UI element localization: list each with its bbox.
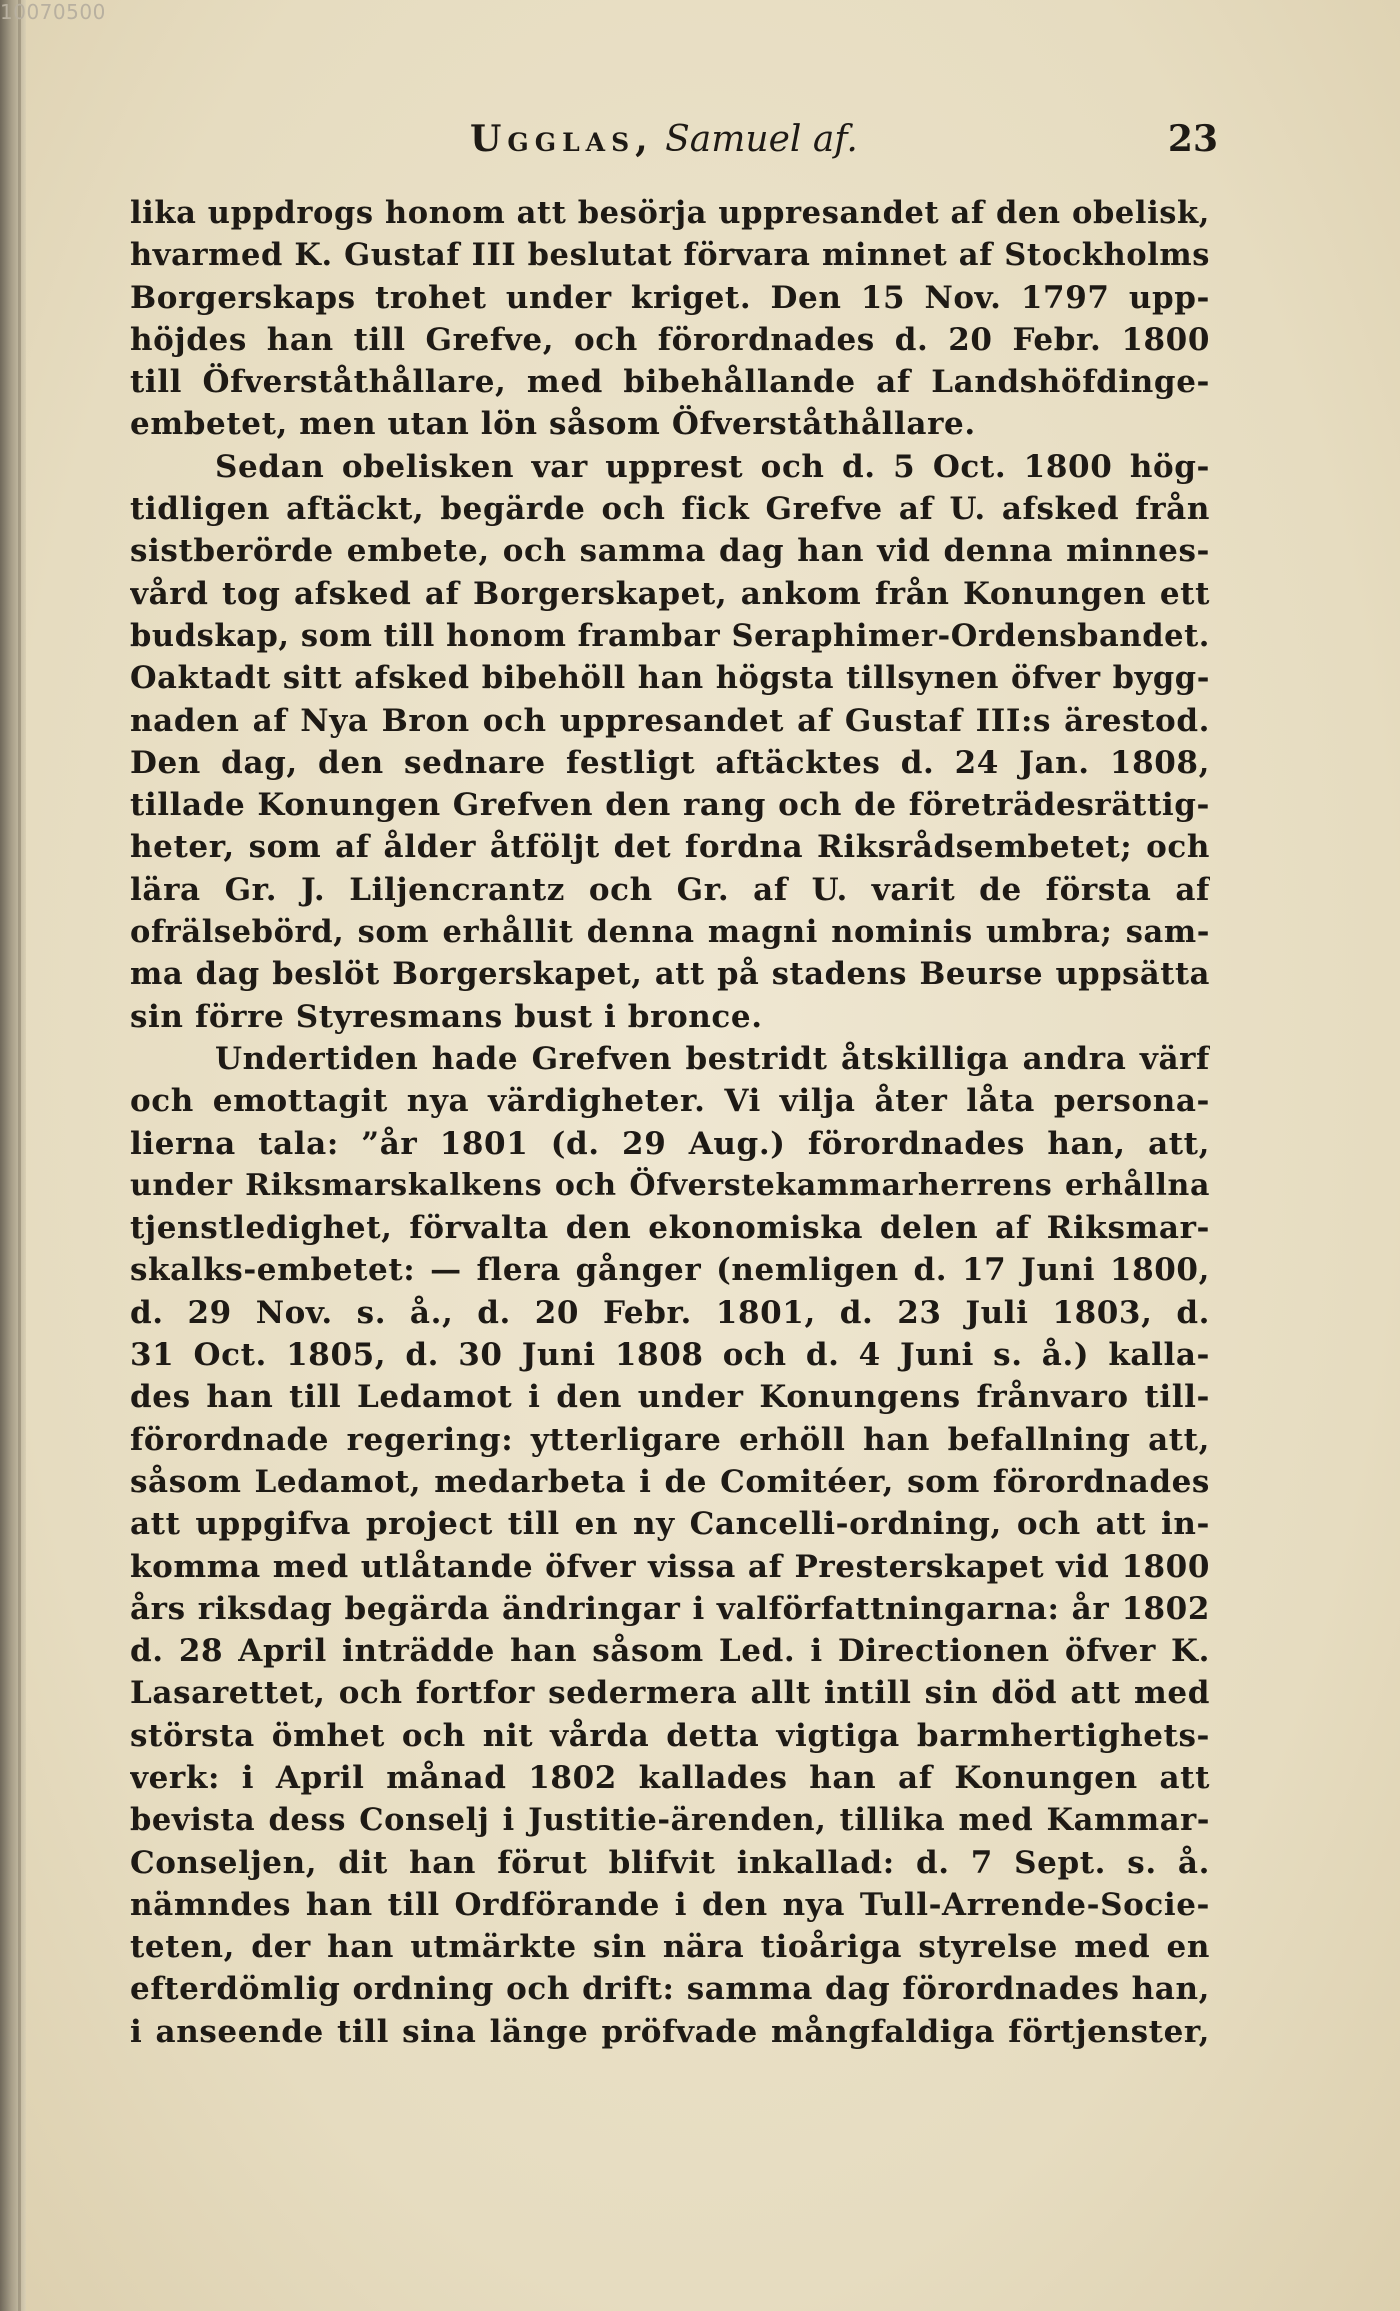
text-line: embetet, men utan lön såsom Öfverståthållare. bbox=[130, 406, 976, 443]
text-line: d. 28 April inträdde han såsom Led. i Directionen öfver K. bbox=[130, 1633, 1210, 1670]
text-line: verk: i April månad 1802 kallades han af Konungen att bbox=[130, 1759, 1210, 1796]
body-text bbox=[130, 192, 1210, 2053]
text-line: Borgerskaps trohet under kriget. Den 15 Nov. 1797 upp- bbox=[130, 279, 1210, 316]
text-line: heter, som af ålder åtföljt det fordna Riksrådsembetet; och bbox=[130, 829, 1210, 866]
text-line: lika uppdrogs honom att besörja uppresandet af den obelisk, bbox=[130, 195, 1210, 231]
text-line: under Riksmarskalkens och Öfverstekammarherrens erhållna bbox=[130, 1167, 1210, 1203]
text-line: 31 Oct. 1805, d. 30 Juni 1808 och d. 4 Juni s. å.) kalla- bbox=[130, 1337, 1210, 1374]
text-line: nämndes han till Ordförande i den nya Tull-Arrende-Socie- bbox=[130, 1886, 1210, 1923]
text-line: Undertiden hade Grefven bestridt åtskilliga andra värf bbox=[215, 1040, 1210, 1077]
running-head-given-name: Samuel af. bbox=[665, 119, 858, 160]
binding-gutter bbox=[0, 0, 26, 2311]
scan-id: 10070500 bbox=[0, 0, 106, 24]
text-line: teten, der han utmärkte sin nära tioåriga styrelse med en bbox=[130, 1929, 1210, 1966]
text-line: i anseende till sina länge pröfvade mångfaldiga förtjenster, bbox=[130, 2013, 1210, 2050]
text-line: naden af Nya Bron och uppresandet af Gustaf III:s ärestod. bbox=[130, 702, 1210, 739]
text-line: tjenstledighet, förvalta den ekonomiska delen af Riksmar- bbox=[130, 1210, 1210, 1247]
text-line: sin förre Styresmans bust i bronce. bbox=[130, 998, 763, 1035]
text-line: d. 29 Nov. s. å., d. 20 Febr. 1801, d. 23 Juli 1803, d. bbox=[130, 1294, 1210, 1331]
text-line: tillade Konungen Grefven den rang och de företrädesrättig- bbox=[130, 787, 1210, 824]
text-line: Sedan obelisken var upprest och d. 5 Oct. 1800 hög- bbox=[215, 448, 1210, 485]
text-line: budskap, som till honom frambar Seraphimer-Ordensbandet. bbox=[130, 617, 1210, 654]
text-line: vård tog afsked af Borgerskapet, ankom från Konungen ett bbox=[130, 575, 1210, 612]
text-line: och emottagit nya värdigheter. Vi vilja åter låta persona- bbox=[130, 1083, 1210, 1120]
text-line: såsom Ledamot, medarbeta i de Comitéer, som förordnades bbox=[130, 1463, 1210, 1500]
binding-edge bbox=[18, 0, 21, 2311]
text-line: komma med utlåtande öfver vissa af Presterskapet vid 1800 bbox=[130, 1548, 1210, 1585]
text-line: Lasarettet, och fortfor sedermera allt intill sin död att med bbox=[130, 1675, 1210, 1712]
text-line: ma dag beslöt Borgerskapet, att på stadens Beurse uppsätta bbox=[130, 956, 1210, 993]
text-line: års riksdag begärda ändringar i valförfattningarna: år 1802 bbox=[130, 1590, 1210, 1627]
text-line: sistberörde embete, och samma dag han vid denna minnes- bbox=[130, 533, 1210, 570]
running-head-surname: Ugglas, bbox=[470, 118, 654, 160]
text-line: att uppgifva project till en ny Cancelli-ordning, och att in- bbox=[130, 1506, 1210, 1543]
text-line: lierna tala: ”år 1801 (d. 29 Aug.) förordnades han, att, bbox=[130, 1125, 1210, 1162]
text-line: Oaktadt sitt afsked bibehöll han högsta tillsynen öfver bygg- bbox=[130, 660, 1210, 697]
text-line: förordnade regering: ytterligare erhöll han befallning att, bbox=[130, 1421, 1210, 1458]
text-line: des han till Ledamot i den under Konungens frånvaro till- bbox=[130, 1379, 1210, 1416]
text-line: till Öfverståthållare, med bibehållande af Landshöfdinge- bbox=[130, 364, 1210, 401]
page-header bbox=[470, 118, 1230, 168]
text-line: hvarmed K. Gustaf III beslutat förvara minnet af Stockholms bbox=[130, 237, 1210, 274]
text-line: lära Gr. J. Liljencrantz och Gr. af U. varit de första af bbox=[130, 871, 1210, 908]
text-line: skalks-embetet: — flera gånger (nemligen d. 17 Juni 1800, bbox=[130, 1252, 1210, 1289]
running-head bbox=[470, 118, 858, 160]
text-line: efterdömlig ordning och drift: samma dag förordnades han, bbox=[130, 1971, 1210, 2008]
text-line: höjdes han till Grefve, och förordnades d. 20 Febr. 1800 bbox=[130, 321, 1210, 358]
text-line: Den dag, den sednare festligt aftäcktes d. 24 Jan. 1808, bbox=[130, 744, 1210, 781]
text-line: tidligen aftäckt, begärde och fick Grefve af U. afsked från bbox=[130, 491, 1210, 528]
page-number: 23 bbox=[1167, 118, 1218, 160]
text-line: Conseljen, dit han förut blifvit inkallad: d. 7 Sept. s. å. bbox=[130, 1844, 1210, 1881]
text-line: ofrälsebörd, som erhållit denna magni nominis umbra; sam- bbox=[130, 914, 1210, 951]
text-line: bevista dess Conselj i Justitie-ärenden, tillika med Kammar- bbox=[130, 1802, 1210, 1839]
text-line: största ömhet och nit vårda detta vigtiga barmhertighets- bbox=[130, 1717, 1210, 1754]
